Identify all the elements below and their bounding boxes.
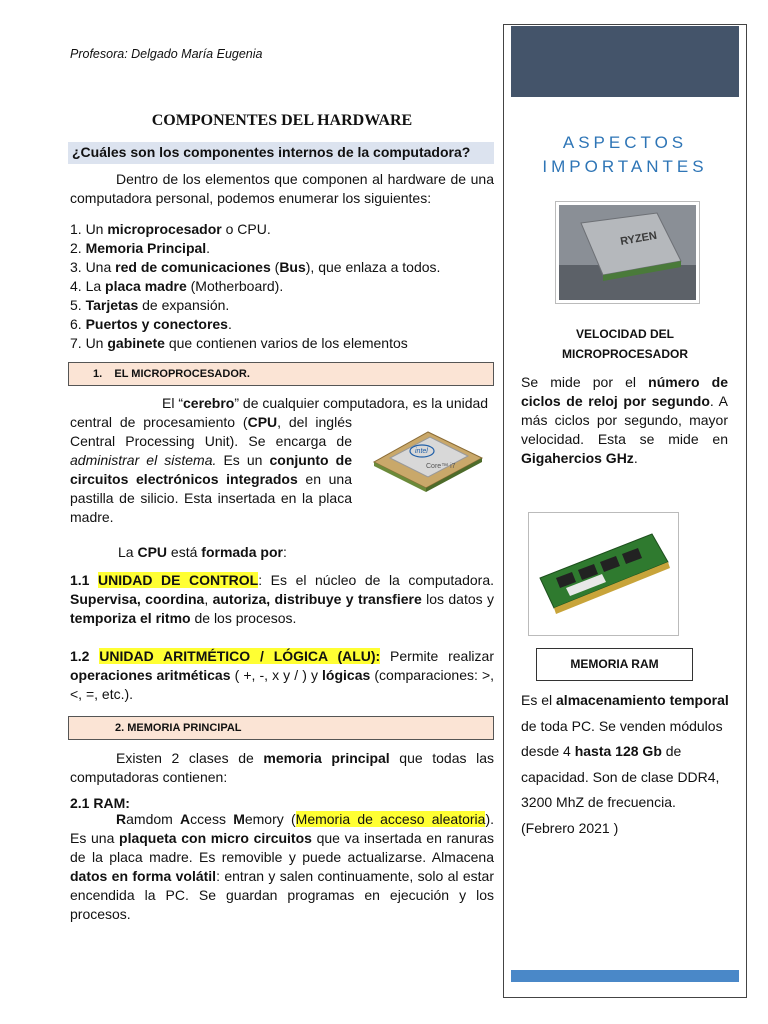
teacher-name: Profesora: Delgado María Eugenia — [70, 47, 263, 61]
velocidad-text: Se mide por el número de ciclos de reloj por segundo. A más ciclos por segundo, mayor velocidad. Esta se mide en Gigahercios GHz. — [521, 374, 728, 466]
ram-heading: 2.1 RAM: — [70, 795, 130, 811]
section-heading-memoria: 2. MEMORIA PRINCIPAL — [68, 716, 494, 740]
section-heading-microprocesador: 1. EL MICROPROCESADOR. — [68, 362, 494, 386]
page-title: COMPONENTES DEL HARDWARE — [151, 112, 413, 129]
chip-brand-label: intel — [415, 448, 428, 455]
highlight-alu: UNIDAD ARITMÉTICO / LÓGICA (ALU): — [99, 648, 381, 664]
unidad-control-paragraph: 1.1 UNIDAD DE CONTROL: Es el núcleo de la computadora. Supervisa, coordina, autoriza, distribuye y transfiere los datos y temporiza el ritmo de los procesos. — [70, 572, 494, 626]
list-item: 6. Puertos y conectores. — [70, 316, 232, 332]
list-item: 4. La placa madre (Motherboard). — [70, 278, 284, 294]
cpu-definition: central de procesamiento (CPU, del inglés Central Processing Unit). Se encarga de administrar el sistema. Es un conjunto de circuitos electrónicos integrados en una pastilla de silicio. Esta insertada en la placa madre. — [70, 414, 352, 525]
sidebar-footer-bar — [511, 970, 739, 982]
cpu-definition-line1: El “cerebro” de cualquier computadora, es la unidad — [162, 395, 489, 411]
ryzen-label: RYZEN — [619, 229, 658, 248]
list-item: 7. Un gabinete que contienen varios de los elementos — [70, 335, 408, 351]
ram-paragraph: Ramdom Access Memory (Memoria de acceso aleatoria). Es una plaqueta con micro circuitos que va insertada en ranuras de la placa madre. Es removible y puede actualizarse. Almacena datos en forma volátil: entran y salen continuamente, solo al estar encendida la PC. Se guardan programas en ejecución y los procesos. — [70, 811, 494, 922]
question-heading: ¿Cuáles son los componentes internos de la computadora? — [68, 142, 494, 164]
chip-model-label: Core™ i7 — [426, 463, 456, 470]
intel-chip-image — [364, 418, 488, 496]
memoria-ram-text: Es el almacenamiento temporal de toda PC. Se venden módulos desde 4 hasta 128 Gb de capacidad. Son de clase DDR4, 3200 MhZ de frecuencia. (Febrero 2021 ) — [521, 692, 729, 836]
intro-text: Dentro de los elementos que componen al hardware de una computadora personal, podemos enumerar los siguientes: — [70, 171, 494, 206]
memoria-ram-label-box: MEMORIA RAM — [536, 648, 693, 681]
components-list — [70, 220, 440, 353]
cpu-formada-text: La CPU está formada por: — [118, 544, 287, 560]
sidebar-banner — [511, 26, 739, 97]
sidebar-heading: ASPECTOS IMPORTANTES — [542, 133, 708, 176]
highlight-unidad-control: UNIDAD DE CONTROL — [98, 572, 259, 588]
velocidad-heading: VELOCIDAD DEL MICROPROCESADOR — [561, 327, 688, 361]
memoria-intro: Existen 2 clases de memoria principal que todas las computadoras contienen: — [70, 750, 495, 785]
list-item: 1. Un microprocesador o CPU. — [70, 221, 271, 237]
highlight-ram: Memoria de acceso aleatoria — [295, 811, 486, 827]
list-item: 5. Tarjetas de expansión. — [70, 297, 230, 313]
ram-module-image — [528, 512, 679, 636]
alu-paragraph: 1.2 UNIDAD ARITMÉTICO / LÓGICA (ALU): Permite realizar operaciones aritméticas ( +, -, x y / ) y lógicas (comparaciones: >, <, =, etc.). — [70, 648, 495, 702]
list-item: 3. Una red de comunicaciones (Bus), que enlaza a todos. — [70, 259, 441, 275]
intro-paragraph — [70, 170, 494, 208]
list-item: 2. Memoria Principal. — [70, 240, 211, 256]
ryzen-processor-image — [555, 201, 700, 304]
